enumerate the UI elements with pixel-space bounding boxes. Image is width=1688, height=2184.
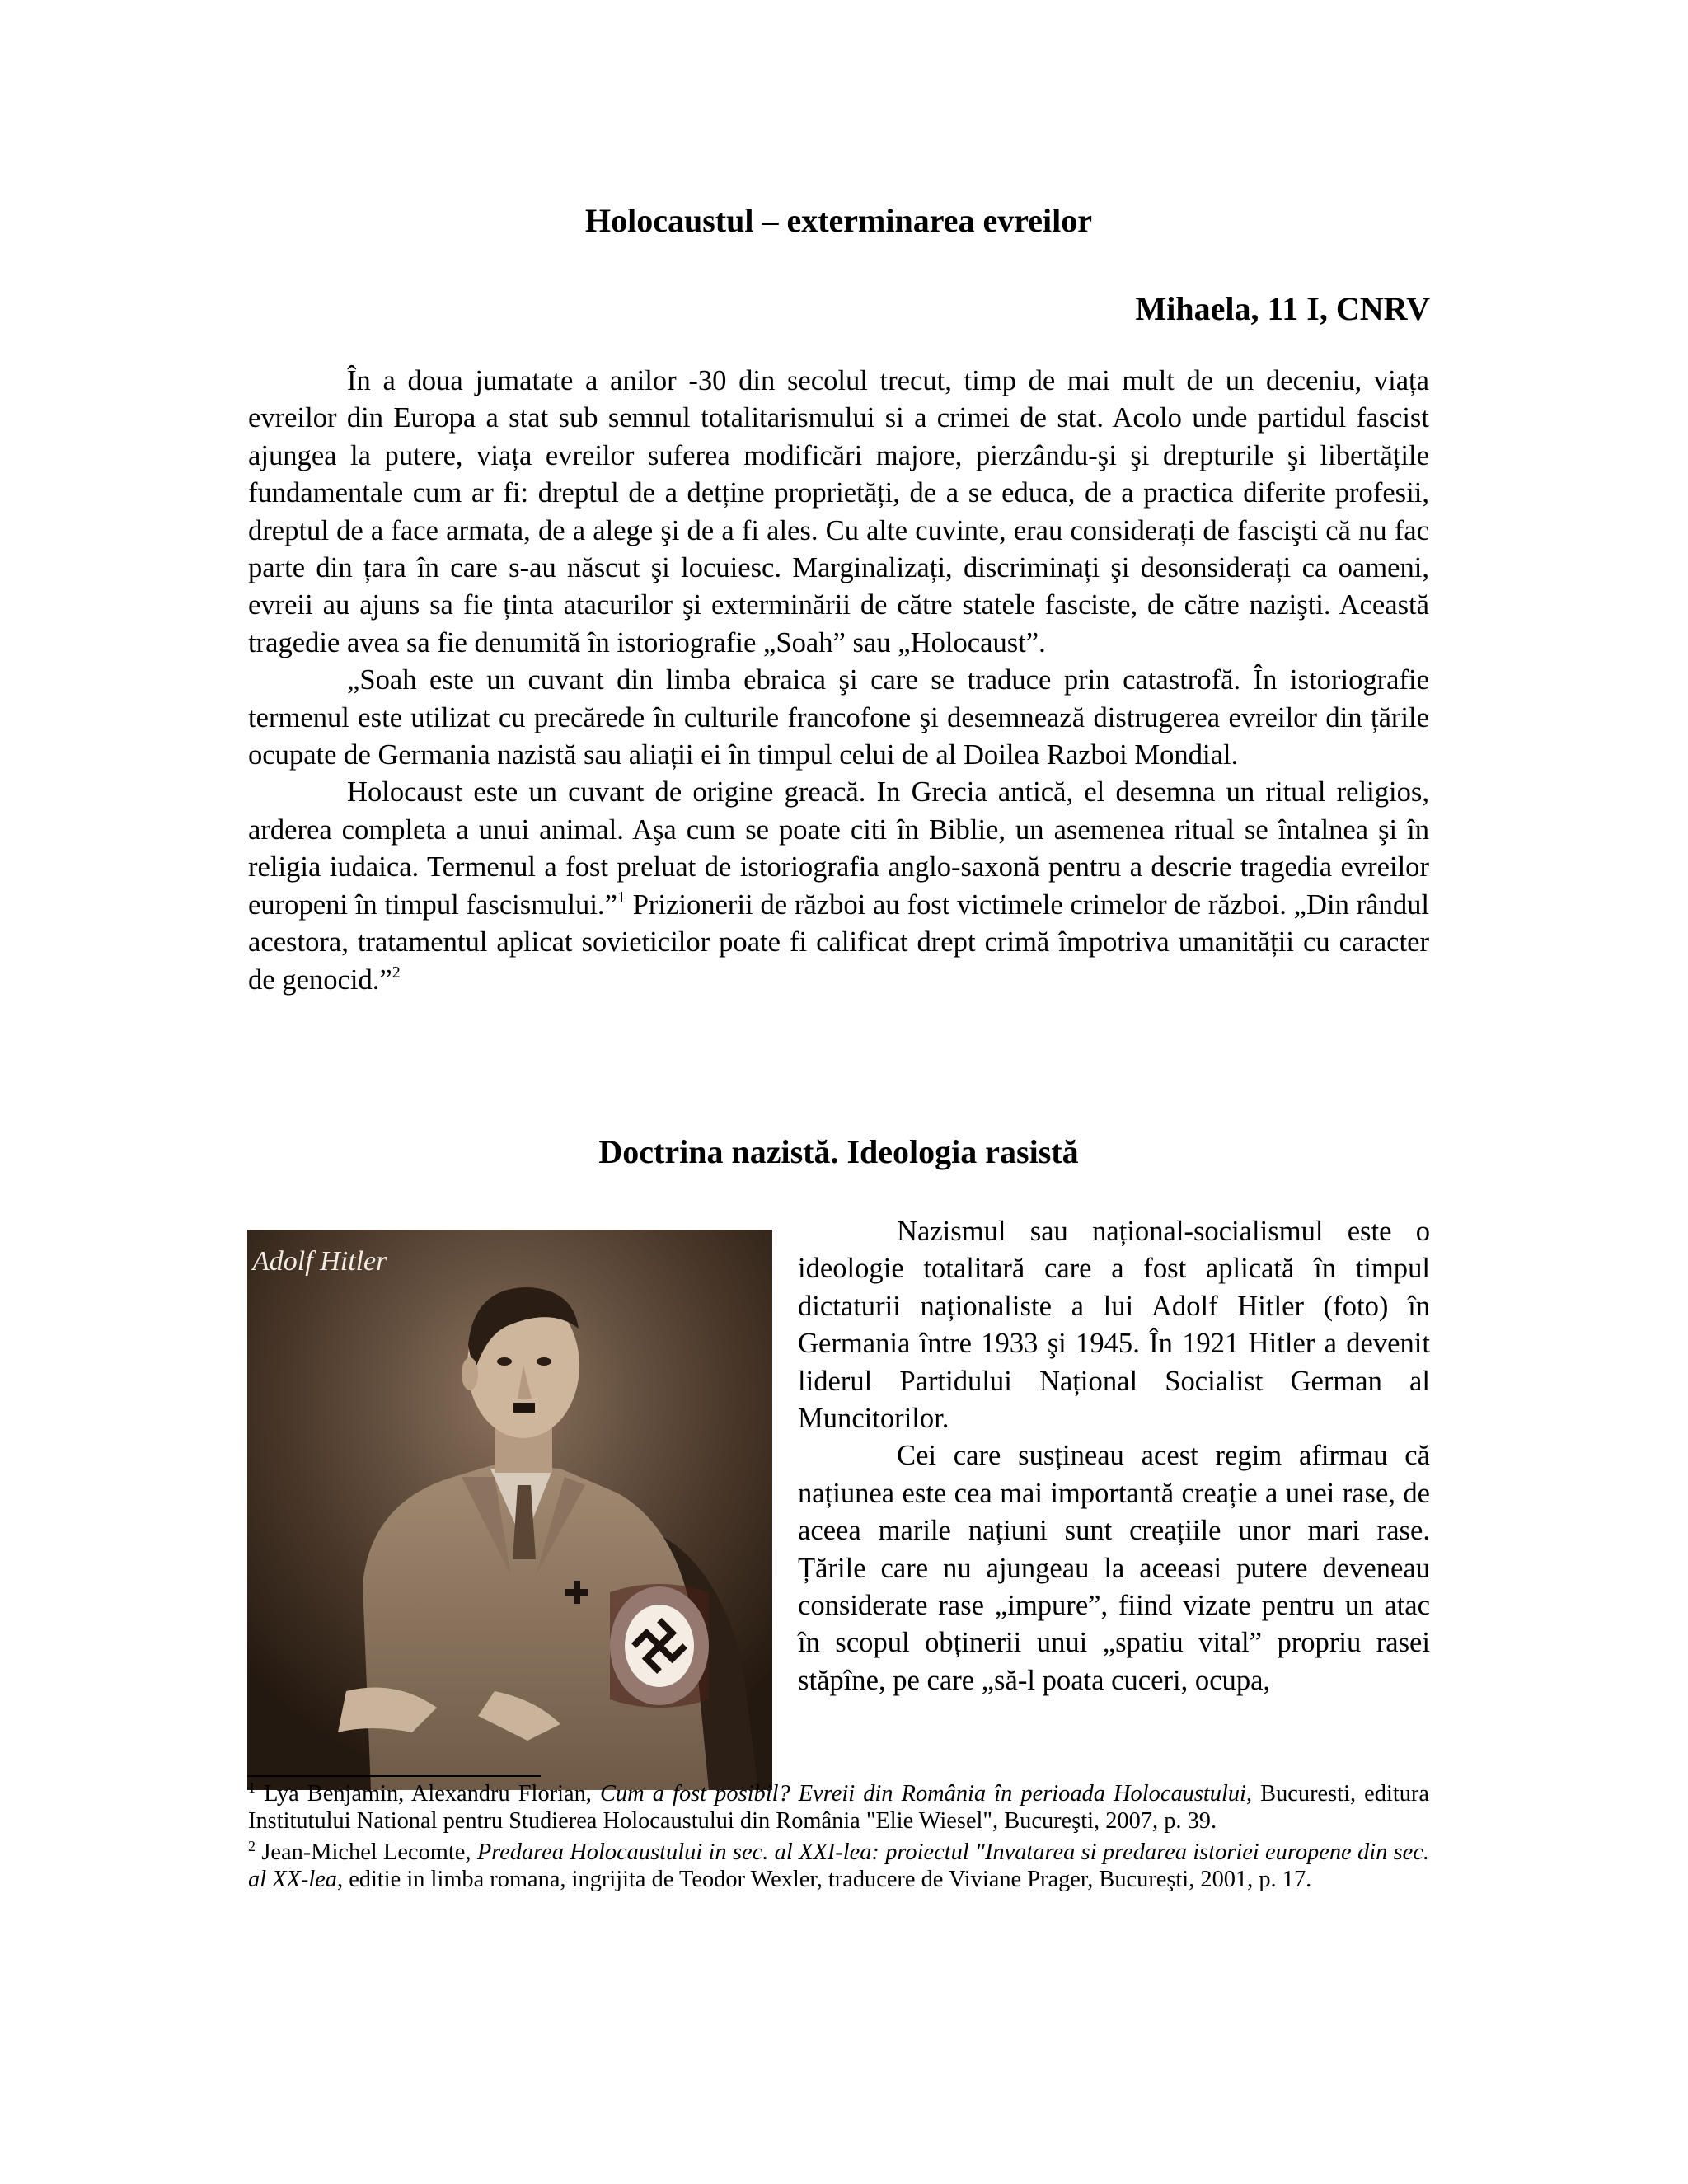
- section-paragraph-2: Cei care susțineau acest regim afirmau că națiunea este cea mai importantă creație a unei rase, de aceea marile națiuni sunt creațiile unor mari rase. Țările care nu ajungeau la aceeasi putere deveneau considerate rase „impure”, fiind vizate pentru un atac în scopul obținerii unui „spatiu vital” propriu rasei stăpîne, pe care „să-l poata cuceri, ocupa,: [798, 1440, 1430, 1696]
- photo-caption: Adolf Hitler: [252, 1246, 387, 1277]
- footnote-divider: [247, 1775, 541, 1777]
- document-title: Holocaustul – exterminarea evreilor: [584, 202, 1093, 239]
- footnotes: [248, 1780, 1429, 1897]
- footnote-ref-1[interactable]: 1: [617, 888, 626, 907]
- paragraph-2: „Soah este un cuvant din limba ebraica şi care se traduce prin catastrofă. În istoriografie termenul este utilizat cu precărede în culturile francofone şi desemnează distrugerea evreilor din țările ocupate de Germania nazistă sau aliații ei în timpul celui de al Doilea Razboi Mondial.: [248, 664, 1429, 771]
- footnote-2-title: Predarea Holocaustului in sec. al XXI-lea: proiectul "Invatarea si predarea istoriei europene din sec. al XX-lea: [248, 1839, 1429, 1893]
- footnote-1: [248, 1780, 1429, 1835]
- section-title: Doctrina nazistă. Ideologia rasistă: [598, 1133, 1079, 1170]
- footnote-ref-2[interactable]: 2: [392, 963, 401, 982]
- footnote-1-details: , Bucuresti, editura Institutului National pentru Studierea Holocaustului din România "Elie Wiesel", Bucureşti, 2007, p. 39.: [248, 1781, 1429, 1835]
- footnote-1-authors: Lya Benjamin, Alexandru Florian,: [256, 1781, 600, 1807]
- portrait-photo: [247, 1230, 772, 1790]
- footnote-2-details: , editie in limba romana, ingrijita de Teodor Wexler, traducere de Viviane Prager, Bucureşti, 2001, p. 17.: [337, 1867, 1312, 1893]
- paragraph-1: În a doua jumatate a anilor -30 din secolul trecut, timp de mai mult de un deceniu, viața evreilor din Europa a stat sub semnul totalitarismului si a crimei de stat. Acolo unde partidul fascist ajungea la putere, viața evreilor suferea modificări majore, pierzându-şi şi drepturile şi libertățile fundamentale cum ar fi: dreptul de a detține proprietăți, de a se educa, de a practica diferite profesii, dreptul de a face armata, de a alege şi de a fi ales. Cu alte cuvinte, erau considerați de fascişti că nu fac parte din țara în care s-au născut şi locuiesc. Marginalizați, discriminați şi desonsiderați ca oameni, evreii au ajuns sa fie ținta atacurilor şi exterminării de către statele fasciste, de către nazişti. Această tragedie avea sa fie denumită în istoriografie „Soah” sau „Holocaust”.: [248, 365, 1429, 658]
- paragraph-3: [248, 774, 1429, 998]
- portrait-illustration: [247, 1230, 772, 1790]
- footnote-2-number: 2: [248, 1837, 256, 1854]
- footnote-2-author: Jean-Michel Lecomte,: [256, 1839, 477, 1865]
- footnote-1-title: Cum a fost posibil? Evreii din România în perioada Holocaustului: [600, 1781, 1246, 1807]
- paragraph-3-text-a: Holocaust este un cuvant de origine greacă. In Grecia antică, el desemna un ritual religios, arderea completa a unui animal. Aşa cum se poate citi în Biblie, un asemenea ritual se întalnea şi în religia iudaica. Termenul a fost preluat de istoriografia anglo-saxonă pentru a descrie tragedia evreilor europeni în timpul fascismului.”: [248, 776, 1429, 921]
- author-line: Mihaela, 11 I, CNRV: [1135, 290, 1430, 327]
- footnote-2: [248, 1839, 1429, 1894]
- intro-text: [248, 363, 1429, 999]
- footnote-1-number: 1: [248, 1779, 256, 1796]
- section-paragraph-1: Nazismul sau național-socialismul este o ideologie totalitară care a fost aplicată în timpul dictaturii naționaliste a lui Adolf Hitler (foto) în Germania între 1933 şi 1945. În 1921 Hitler a devenit liderul Partidului Național Socialist German al Muncitorilor.: [798, 1216, 1430, 1435]
- section-text: [798, 1213, 1430, 1699]
- paragraph-3-text-b: Prizionerii de război au fost victimele crimelor de război. „Din rândul acestora, tratamentul aplicat sovieticilor poate fi calificat drept crimă împotriva umanității cu caracter de genocid.”: [248, 888, 1429, 996]
